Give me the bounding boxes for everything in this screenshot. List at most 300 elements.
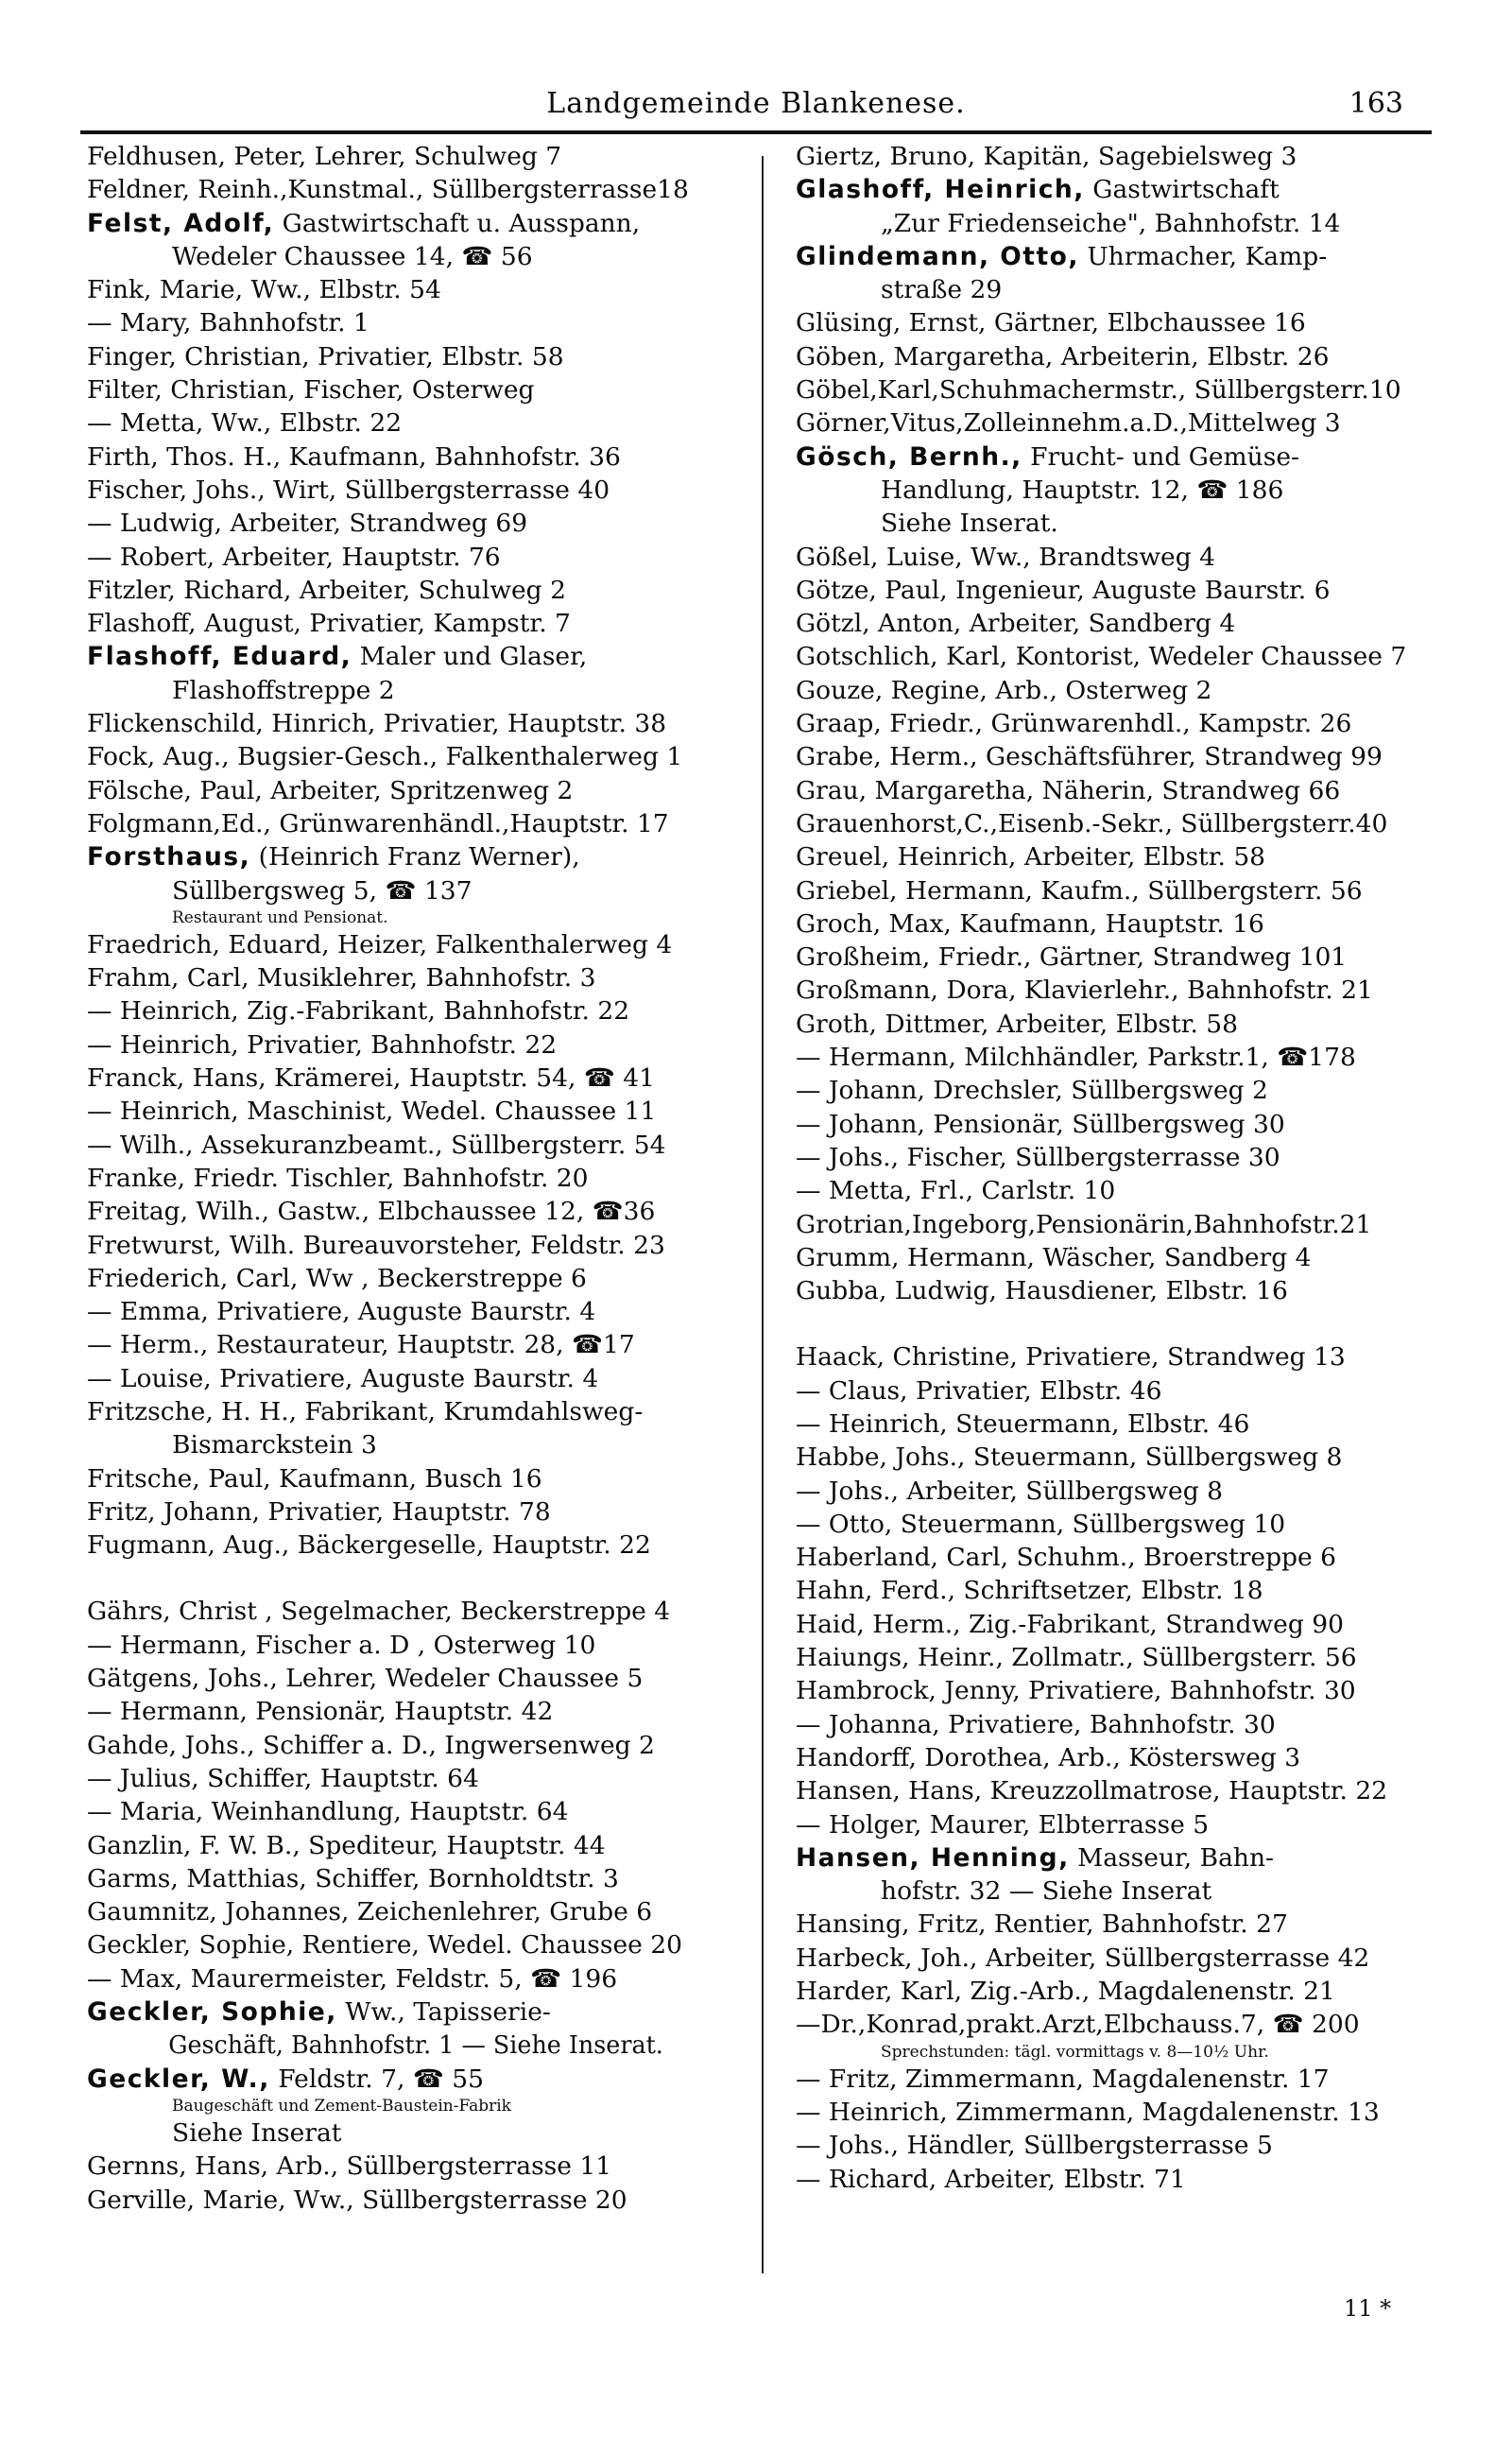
entry-text: — Richard, Arbeiter, Elbstr. 71 [796, 2164, 1186, 2194]
entry-line [796, 1774, 1387, 1807]
directory-entry [796, 607, 1457, 640]
directory-entry [796, 1574, 1457, 1607]
entry-text: — Johs., Arbeiter, Süllbergsweg 8 [796, 1476, 1223, 1506]
directory-entry [796, 1174, 1457, 1207]
entry-line [796, 1708, 1276, 1741]
entry-details: Frucht- und Gemüse- [1022, 441, 1299, 472]
directory-entry [796, 1708, 1457, 1741]
entry-line [87, 1028, 557, 1062]
entry-line [87, 574, 566, 607]
directory-entry [87, 1295, 748, 1328]
directory-entry [87, 1629, 748, 1662]
directory-entry [796, 1208, 1457, 1241]
entry-text: Glüsing, Ernst, Gärtner, Elbchaussee 16 [796, 308, 1306, 338]
directory-entry [87, 1095, 748, 1128]
entry-line [87, 1795, 568, 1828]
entry-line [796, 1574, 1263, 1607]
entry-line [796, 1408, 1249, 1441]
directory-entry [87, 707, 748, 740]
entry-name-bold: Geckler, Sophie, [87, 1997, 337, 2028]
entry-line [87, 640, 587, 673]
directory-entry [796, 2096, 1457, 2129]
entry-line [796, 907, 1264, 941]
directory-entry [796, 1774, 1457, 1807]
entry-text: Fritz, Johann, Privatier, Hauptstr. 78 [87, 1496, 551, 1527]
entry-details: Masseur, Bahn- [1069, 1842, 1274, 1873]
entry-line [796, 1975, 1335, 2008]
entry-text: — Fritz, Zimmermann, Magdalenenstr. 17 [796, 2064, 1330, 2094]
entry-line [796, 306, 1306, 339]
directory-entry [87, 1762, 748, 1795]
entry-line [87, 961, 595, 994]
directory-entry [796, 1108, 1457, 1141]
directory-entry [87, 1529, 748, 1562]
entry-text: — Holger, Maurer, Elbterrasse 5 [796, 1809, 1210, 1840]
entry-text: Göben, Margaretha, Arbeiterin, Elbstr. 26 [796, 341, 1330, 371]
entry-line [87, 406, 402, 440]
directory-entry [796, 2063, 1457, 2096]
entry-text: — Maria, Weinhandlung, Hauptstr. 64 [87, 1797, 569, 1827]
entry-line [796, 1508, 1285, 1541]
entry-text: Grauenhorst,C.,Eisenb.-Sekr., Süllbergsterr.40 [796, 808, 1388, 838]
entry-line [796, 1041, 1356, 1074]
entry-line [796, 1174, 1115, 1207]
directory-entry [796, 2008, 1457, 2062]
entry-text: — Julius, Schiffer, Hauptstr. 64 [87, 1763, 479, 1793]
directory-entry [796, 1741, 1457, 1774]
entry-line [87, 1629, 595, 1662]
directory-entry [87, 1462, 748, 1495]
entry-text: Grau, Margaretha, Näherin, Strandweg 66 [796, 775, 1341, 805]
entry-line [87, 1495, 551, 1529]
page-header [80, 83, 1432, 134]
directory-entry [87, 507, 748, 540]
entry-text: Hahn, Ferd., Schriftsetzer, Elbstr. 18 [796, 1576, 1263, 1606]
entry-text: Franck, Hans, Krämerei, Hauptstr. 54, ☎ 41 [87, 1063, 655, 1094]
entry-line [796, 1942, 1369, 1975]
entry-text: — Heinrich, Privatier, Bahnhofstr. 22 [87, 1029, 558, 1060]
entry-text: — Heinrich, Maschinist, Wedel. Chaussee 11 [87, 1097, 657, 1127]
entry-line [796, 1808, 1209, 1841]
entry-text: Harder, Karl, Zig.-Arb., Magdalenenstr. 21 [796, 1977, 1335, 2007]
entry-continuation: Süllbergsweg 5, ☎ 137 [172, 875, 472, 906]
entry-text: Hansen, Hans, Kreuzzollmatrose, Hauptstr. 22 [796, 1776, 1388, 1806]
entry-line [87, 1762, 479, 1795]
page-number: 163 [1349, 87, 1403, 120]
directory-entry [796, 173, 1457, 240]
entry-line [87, 840, 580, 873]
entry-line [796, 173, 1280, 206]
entry-text: — Claus, Privatier, Elbstr. 46 [796, 1375, 1162, 1406]
entry-line [87, 1129, 666, 1162]
entry-line [87, 1995, 551, 2029]
entry-text: Grotrian,Ingeborg,Pensionärin,Bahnhofstr.21 [796, 1209, 1372, 1239]
entry-line [796, 2163, 1186, 2196]
directory-entry [796, 140, 1457, 173]
entry-line [796, 774, 1340, 807]
entry-line [796, 974, 1373, 1007]
entry-continuation: Flashoffstreppe 2 [172, 675, 395, 705]
directory-entry [796, 1674, 1457, 1707]
entry-line [796, 373, 1401, 406]
entry-line [796, 1475, 1223, 1508]
entry-line [87, 1095, 656, 1128]
entry-line [87, 441, 621, 474]
directory-entry [87, 173, 748, 206]
directory-entry [87, 1595, 748, 1628]
entry-line [87, 1262, 587, 1295]
entry-text: Großheim, Friedr., Gärtner, Strandweg 101 [796, 942, 1348, 973]
directory-entry [87, 640, 748, 707]
entry-line [796, 541, 1215, 574]
entry-line [87, 2150, 611, 2183]
entry-text: Feldhusen, Peter, Lehrer, Schulweg 7 [87, 142, 562, 171]
entry-text: Haack, Christine, Privatiere, Strandweg 13 [796, 1342, 1346, 1373]
entry-text: — Ludwig, Arbeiter, Strandweg 69 [87, 509, 528, 539]
entry-text: Habbe, Johs., Steuermann, Süllbergsweg 8 [796, 1442, 1343, 1473]
entry-name-bold: Hansen, Henning, [796, 1842, 1070, 1873]
directory-entry [796, 1041, 1457, 1074]
entry-text: — Max, Maurermeister, Feldstr. 5, ☎ 196 [87, 1963, 618, 1994]
sheet-signature: 11 * [1344, 2295, 1392, 2322]
entry-line [87, 2184, 627, 2217]
entry-text: — Metta, Frl., Carlstr. 10 [796, 1176, 1116, 1206]
directory-entry [796, 1408, 1457, 1441]
directory-entry [87, 740, 748, 773]
directory-entry [87, 2184, 748, 2217]
entry-line [87, 1529, 651, 1562]
directory-entry [87, 2150, 748, 2183]
directory-entry [796, 807, 1457, 840]
directory-entry [87, 273, 748, 306]
entry-text: Gahde, Johs., Schiffer a. D., Ingwersenweg 2 [87, 1730, 655, 1760]
entry-continuation: Bismarckstein 3 [172, 1430, 377, 1460]
entry-name-bold: Glashoff, Heinrich, [796, 175, 1085, 205]
entry-name-bold: Flashoff, Eduard, [87, 642, 352, 672]
entry-text: Harbeck, Joh., Arbeiter, Süllbergsterrasse 42 [796, 1943, 1370, 1973]
entry-line [87, 173, 689, 206]
entry-text: Garms, Matthias, Schiffer, Bornholdtstr. 3 [87, 1863, 619, 1893]
directory-entry [796, 1641, 1457, 1674]
entry-line [87, 1328, 635, 1361]
entry-text: Groth, Dittmer, Arbeiter, Elbstr. 58 [796, 1009, 1239, 1039]
entry-text: — Wilh., Assekuranzbeamt., Süllbergsterr. 54 [87, 1130, 666, 1160]
entry-text: — Johann, Drechsler, Süllbergsweg 2 [796, 1076, 1268, 1106]
directory-entry [87, 1062, 748, 1095]
directory-entry [796, 1942, 1457, 1975]
entry-line [87, 1162, 589, 1195]
directory-entry [87, 928, 748, 961]
directory-entry [796, 373, 1457, 406]
entry-line [796, 1841, 1274, 1874]
entry-text: Giertz, Bruno, Kapitän, Sagebielsweg 3 [796, 142, 1297, 171]
entry-text: Geckler, Sophie, Rentiere, Wedel. Chaussee 20 [87, 1930, 683, 1961]
column-divider [762, 156, 764, 2273]
entry-text: Görner,Vitus,Zolleinnehm.a.D.,Mittelweg 3 [796, 408, 1341, 439]
entry-text: — Metta, Ww., Elbstr. 22 [87, 408, 403, 439]
entry-name-bold: Geckler, W., [87, 2064, 270, 2094]
entry-line [796, 707, 1351, 740]
directory-entry [796, 306, 1457, 339]
entry-text: Fock, Aug., Bugsier-Gesch., Falkenthalerweg 1 [87, 742, 683, 772]
directory-entry [87, 994, 748, 1028]
entry-line [796, 2063, 1330, 2096]
directory-entry [796, 674, 1457, 707]
entry-line [87, 1729, 655, 1762]
page-title: Landgemeinde Blankenese. [546, 87, 966, 120]
directory-entry [87, 441, 748, 474]
directory-entry [87, 1862, 748, 1895]
entry-line [796, 1208, 1371, 1241]
entry-text: — Robert, Arbeiter, Hauptstr. 76 [87, 542, 501, 572]
entry-line [87, 541, 501, 574]
entry-line [796, 1608, 1344, 1641]
entry-line [796, 1741, 1300, 1774]
entry-text: — Hermann, Fischer a. D , Osterweg 10 [87, 1630, 596, 1660]
entry-text: — Hermann, Pensionär, Hauptstr. 42 [87, 1697, 554, 1727]
entry-line [796, 607, 1235, 640]
entry-text: — Hermann, Milchhändler, Parkstr.1, ☎178 [796, 1043, 1356, 1073]
directory-entry [796, 840, 1457, 873]
entry-line [87, 1462, 542, 1495]
directory-entry [796, 340, 1457, 373]
entry-text: Götzl, Anton, Arbeiter, Sandberg 4 [796, 609, 1236, 639]
entry-line [87, 607, 571, 640]
entry-continuation: hofstr. 32 — Siehe Inserat [881, 1876, 1212, 1907]
entry-continuation: Geschäft, Bahnhofstr. 1 — Siehe Inserat. [168, 2030, 663, 2061]
directory-entry [87, 1928, 748, 1961]
directory-entry [796, 874, 1457, 907]
entry-line [796, 1108, 1285, 1141]
directory-entry [87, 1129, 748, 1162]
entry-text: Göbel,Karl,Schuhmachermstr., Süllbergsterr.10 [796, 375, 1401, 406]
entry-text: — Heinrich, Steuermann, Elbstr. 46 [796, 1408, 1250, 1439]
entry-text: Fitzler, Richard, Arbeiter, Schulweg 2 [87, 575, 566, 605]
entry-line [796, 1074, 1268, 1107]
entry-text: Gährs, Christ , Segelmacher, Beckerstreppe 4 [87, 1597, 671, 1627]
entry-line [796, 2129, 1273, 2162]
directory-entry [87, 207, 748, 274]
entry-text: Götze, Paul, Ingenieur, Auguste Baurstr. 6 [796, 575, 1331, 605]
entry-line [796, 1541, 1336, 1574]
entry-line [87, 140, 561, 173]
entry-continuation: Handlung, Hauptstr. 12, ☎ 186 [881, 475, 1284, 505]
entry-line [796, 840, 1265, 873]
directory-entry [87, 1362, 748, 1395]
entry-text: Fugmann, Aug., Bäckergeselle, Hauptstr. 22 [87, 1530, 651, 1561]
entry-line [87, 1928, 682, 1961]
directory-entry [796, 1074, 1457, 1107]
entry-line [87, 340, 564, 373]
entry-line [796, 2096, 1380, 2129]
directory-entry [796, 1274, 1457, 1307]
entry-line [87, 207, 640, 240]
entry-text: Grumm, Hermann, Wäscher, Sandberg 4 [796, 1242, 1312, 1272]
entry-line [87, 1595, 670, 1628]
entry-line [87, 774, 573, 807]
entry-line [796, 674, 1211, 707]
entry-text: — Heinrich, Zimmermann, Magdalenenstr. 13 [796, 2097, 1380, 2127]
directory-entry [87, 1829, 748, 1862]
directory-entry [796, 707, 1457, 740]
entry-line [796, 574, 1330, 607]
entry-text: Flashoff, August, Privatier, Kampstr. 7 [87, 609, 571, 639]
directory-entry [87, 373, 748, 406]
entry-line [796, 1441, 1342, 1474]
entry-name-bold: Glindemann, Otto, [796, 241, 1079, 271]
directory-entry [87, 1028, 748, 1062]
entry-text: Fritzsche, H. H., Fabrikant, Krumdahlsweg- [87, 1396, 644, 1426]
entry-text: Handorff, Dorothea, Arb., Köstersweg 3 [796, 1742, 1301, 1772]
directory-entry [87, 607, 748, 640]
directory-entry [87, 2063, 748, 2151]
directory-entry [796, 2129, 1457, 2162]
entry-text: Gouze, Regine, Arb., Osterweg 2 [796, 675, 1212, 705]
entry-continuation: Wedeler Chaussee 14, ☎ 56 [172, 241, 533, 271]
entry-line [87, 1829, 606, 1862]
entry-text: — Heinrich, Zig.-Fabrikant, Bahnhofstr. 22 [87, 996, 630, 1027]
entry-text: Gubba, Ludwig, Hausdiener, Elbstr. 16 [796, 1276, 1288, 1306]
entry-line [87, 1295, 595, 1328]
entry-line [87, 740, 682, 773]
entry-details: Feldstr. 7, ☎ 55 [269, 2064, 484, 2094]
entry-text: — Johann, Pensionär, Süllbergsweg 30 [796, 1109, 1285, 1139]
directory-entry [87, 961, 748, 994]
directory-entry [796, 1241, 1457, 1274]
entry-text: Flickenschild, Hinrich, Privatier, Hauptstr. 38 [87, 709, 667, 739]
entry-text: Haberland, Carl, Schuhm., Broerstreppe 6 [796, 1543, 1336, 1573]
directory-entry [87, 1395, 748, 1462]
entry-text: Gößel, Luise, Ww., Brandtsweg 4 [796, 542, 1215, 572]
entry-line [87, 474, 610, 507]
directory-entry [796, 740, 1457, 773]
directory-entry [87, 840, 748, 928]
entry-line [796, 240, 1327, 273]
directory-entry [796, 1141, 1457, 1174]
entry-text: Feldner, Reinh.,Kunstmal., Süllbergsterrasse18 [87, 175, 689, 205]
directory-entry [796, 2163, 1457, 2196]
entry-line [796, 640, 1406, 673]
directory-entry [87, 774, 748, 807]
entry-text: Finger, Christian, Privatier, Elbstr. 58 [87, 341, 564, 371]
entry-details: Uhrmacher, Kamp- [1078, 241, 1328, 271]
entry-note: Restaurant und Pensionat. [172, 907, 388, 927]
directory-entry [87, 574, 748, 607]
entry-text: Filter, Christian, Fischer, Osterweg [87, 375, 535, 406]
directory-entry [796, 941, 1457, 974]
entry-continuation: Siehe Inserat. [881, 509, 1058, 539]
entry-text: — Otto, Steuermann, Süllbergsweg 10 [796, 1509, 1286, 1539]
right-column [796, 140, 1457, 2276]
entry-line [796, 807, 1387, 840]
directory-entry [796, 1541, 1457, 1574]
directory-entry [796, 441, 1457, 541]
entry-line [87, 707, 666, 740]
entry-continuation: Siehe Inserat [172, 2117, 342, 2148]
entry-text: Fölsche, Paul, Arbeiter, Spritzenweg 2 [87, 775, 574, 805]
entry-line [796, 1274, 1288, 1307]
entry-text: — Emma, Privatiere, Auguste Baurstr. 4 [87, 1297, 596, 1327]
entry-name-bold: Gösch, Bernh., [796, 441, 1022, 472]
entry-line [796, 441, 1299, 474]
entry-line [796, 1008, 1238, 1041]
entry-line [796, 406, 1341, 440]
entry-line [87, 807, 669, 840]
entry-text: — Johs., Händler, Süllbergsterrasse 5 [796, 2131, 1273, 2161]
entry-line [87, 373, 535, 406]
entry-text: — Herm., Restaurateur, Hauptstr. 28, ☎17 [87, 1330, 635, 1360]
entry-line [87, 1229, 665, 1262]
directory-entry [796, 240, 1457, 307]
entry-text: Griebel, Hermann, Kaufm., Süllbergsterr. 56 [796, 875, 1363, 906]
entry-line [87, 1862, 619, 1895]
entry-details: Ww., Tapisserie- [336, 1997, 551, 2028]
entry-text: Gerville, Marie, Ww., Süllbergsterrasse 20 [87, 2185, 627, 2215]
directory-entry [87, 1162, 748, 1195]
entry-line [87, 1695, 553, 1728]
entry-line [796, 1641, 1357, 1674]
entry-line [796, 1908, 1288, 1941]
entry-text: Franke, Friedr. Tischler, Bahnhofstr. 20 [87, 1163, 589, 1193]
entry-text: —Dr.,Konrad,prakt.Arzt,Elbchauss.7, ☎ 200 [796, 2010, 1360, 2040]
entry-text: Hansing, Fritz, Rentier, Bahnhofstr. 27 [796, 1909, 1288, 1940]
directory-entry [87, 406, 748, 440]
entry-line [796, 1241, 1311, 1274]
entry-name-bold: Felst, Adolf, [87, 208, 275, 238]
directory-entry [796, 406, 1457, 440]
entry-line [87, 928, 672, 961]
entry-line [87, 1195, 655, 1228]
entry-text: Gotschlich, Karl, Kontorist, Wedeler Chaussee 7 [796, 642, 1407, 672]
entry-continuation: straße 29 [881, 275, 1003, 305]
directory-entry [87, 140, 748, 173]
entry-text: Firth, Thos. H., Kaufmann, Bahnhofstr. 36 [87, 441, 621, 472]
directory-entry [87, 1795, 748, 1828]
directory-entry [87, 1962, 748, 1995]
entry-text: Haid, Herm., Zig.-Fabrikant, Strandweg 90 [796, 1609, 1344, 1639]
directory-entry [796, 1374, 1457, 1408]
directory-entry [87, 541, 748, 574]
directory-entry [87, 474, 748, 507]
entry-text: Fretwurst, Wilh. Bureauvorsteher, Feldstr. 23 [87, 1230, 665, 1260]
directory-entry [796, 974, 1457, 1007]
directory-entry [796, 774, 1457, 807]
entry-line [87, 306, 369, 339]
entry-details: Maler und Glaser, [352, 642, 588, 672]
entry-text: Grabe, Herm., Geschäftsführer, Strandweg 99 [796, 742, 1383, 772]
entry-details: (Heinrich Franz Werner), [250, 842, 580, 872]
directory-entry [796, 1340, 1457, 1373]
entry-continuation: „Zur Friedenseiche", Bahnhofstr. 14 [881, 208, 1341, 238]
entry-text: Friederich, Carl, Ww , Beckerstreppe 6 [87, 1263, 587, 1293]
directory-entry [87, 1895, 748, 1928]
entry-text: Fritsche, Paul, Kaufmann, Busch 16 [87, 1463, 542, 1494]
entry-text: Folgmann,Ed., Grünwarenhändl.,Hauptstr. 17 [87, 808, 669, 838]
entry-line [87, 994, 629, 1028]
entry-line [796, 1340, 1346, 1373]
entry-line [796, 1141, 1280, 1174]
directory-entry [796, 1841, 1457, 1909]
directory-entry [87, 1662, 748, 1695]
entry-line [796, 140, 1297, 173]
entry-text: — Louise, Privatiere, Auguste Baurstr. 4 [87, 1363, 599, 1393]
directory-entry [796, 907, 1457, 941]
entry-text: Freitag, Wilh., Gastw., Elbchaussee 12, ☎36 [87, 1197, 656, 1227]
entry-text: Großmann, Dora, Klavierlehr., Bahnhofstr. 21 [796, 976, 1373, 1006]
entry-text: Groch, Max, Kaufmann, Hauptstr. 16 [796, 908, 1264, 939]
entry-line [87, 273, 441, 306]
entry-note: Sprechstunden: tägl. vormittags v. 8—10½ Uhr. [881, 2042, 1269, 2062]
